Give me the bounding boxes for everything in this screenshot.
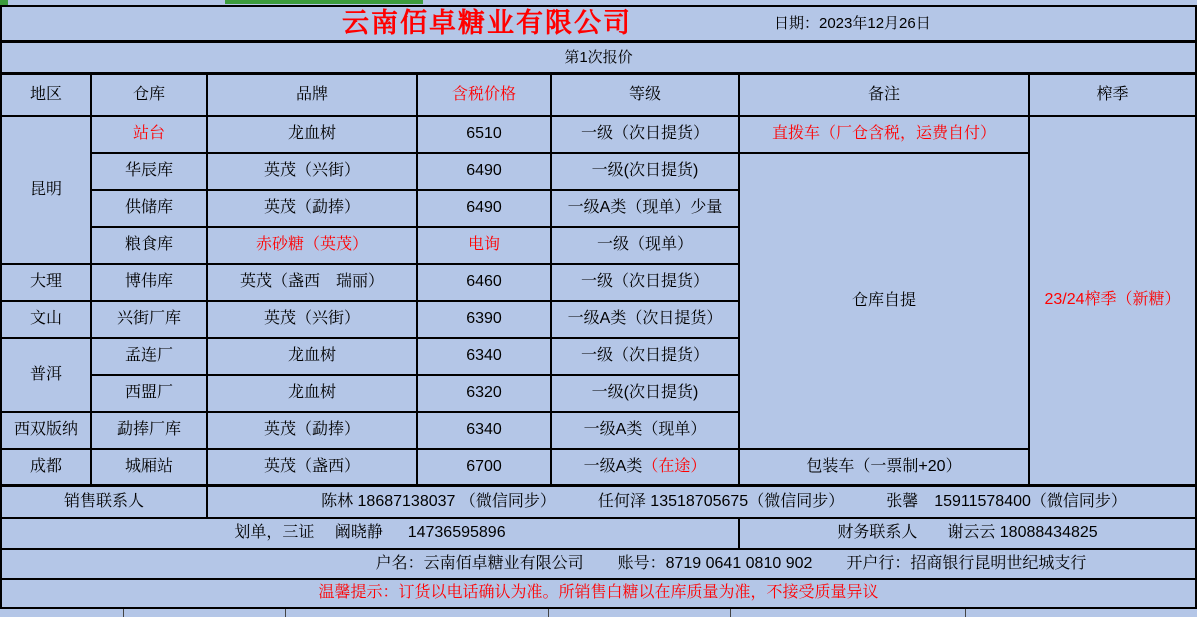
note-cell-self-pickup: 仓库自提: [740, 154, 1030, 450]
region-cell-chengdu: 成都: [2, 450, 92, 487]
grade-cell: 一级（次日提货）: [552, 265, 740, 302]
price-cell: 6390: [418, 302, 552, 339]
brand-cell: 英茂（兴街）: [208, 154, 418, 191]
grade-cell: 一级(次日提货): [552, 154, 740, 191]
col-header-warehouse: 仓库: [92, 75, 208, 117]
price-cell: 6490: [418, 191, 552, 228]
grid-line: [730, 609, 731, 617]
grade-cell: 一级A类（现单）少量: [552, 191, 740, 228]
warehouse-cell: 供储库: [92, 191, 208, 228]
price-cell: 6460: [418, 265, 552, 302]
warehouse-cell: 孟连厂: [92, 339, 208, 376]
finance-person: 谢云云 18088434825: [947, 524, 1098, 542]
brand-cell: 赤砂糖（英茂）: [208, 228, 418, 265]
region-cell-wenshan: 文山: [2, 302, 92, 339]
grade-cell: 一级（次日提货）: [552, 339, 740, 376]
title-row: [2, 7, 1195, 43]
col-header-price: 含税价格: [418, 75, 552, 117]
price-cell: 6340: [418, 339, 552, 376]
docs-contact: 划单，三证 阚晓静 14736595896: [2, 519, 740, 550]
notice-row: 温馨提示：订货以电话确认为准。所销售白糖以在库质量为准，不接受质量异议: [318, 584, 879, 602]
region-cell-puer: 普洱: [2, 339, 92, 413]
brand-cell: 英茂（盏西）: [208, 450, 418, 487]
warehouse-cell: 粮食库: [92, 228, 208, 265]
warehouse-cell: 兴街厂库: [92, 302, 208, 339]
grid-line: [965, 609, 966, 617]
account-name: 户名：云南佰卓糖业有限公司: [375, 554, 584, 572]
warehouse-cell: 华辰库: [92, 154, 208, 191]
brand-cell: 英茂（盏西 瑞丽）: [208, 265, 418, 302]
quote-date: 日期：2023年12月26日: [774, 14, 931, 32]
grade-text: 一级A类: [583, 457, 643, 475]
brand-cell: 龙血树: [208, 339, 418, 376]
col-header-season: 榨季: [1030, 75, 1195, 117]
col-header-brand: 品牌: [208, 75, 418, 117]
col-header-grade: 等级: [552, 75, 740, 117]
brand-cell: 英茂（兴街）: [208, 302, 418, 339]
sales-contacts: [208, 487, 1195, 519]
grade-in-transit-flag: （在途）: [642, 457, 707, 475]
grade-cell: 一级A类（次日提货）: [552, 302, 740, 339]
warehouse-cell: 城厢站: [92, 450, 208, 487]
sales-contact-2: 任何泽 13518705675（微信同步）: [597, 492, 845, 510]
note-cell-direct-truck: 直拨车（厂仓含税，运费自付）: [740, 117, 1030, 154]
grade-cell: 一级A类（现单）: [552, 413, 740, 450]
finance-contact: [740, 519, 1195, 550]
warehouse-cell: 勐捧厂库: [92, 413, 208, 450]
partial-next-row: [0, 609, 1197, 617]
grid-line: [285, 609, 286, 617]
grade-cell: 一级（现单）: [552, 228, 740, 265]
grid-line: [548, 609, 549, 617]
finance-label: 财务联系人: [837, 524, 918, 542]
grade-cell: 一级（次日提货）: [552, 117, 740, 154]
warehouse-cell: 西盟厂: [92, 376, 208, 413]
grid-line: [123, 609, 124, 617]
price-cell: 6510: [418, 117, 552, 154]
price-cell: 6340: [418, 413, 552, 450]
sales-contact-1: 陈林 18687138037 （微信同步）: [321, 492, 556, 510]
col-header-region: 地区: [2, 75, 92, 117]
price-cell: 6490: [418, 154, 552, 191]
brand-cell: 龙血树: [208, 117, 418, 154]
quote-table: [0, 5, 1197, 609]
sales-contact-label: 销售联系人: [2, 487, 208, 519]
region-cell-xishuangbanna: 西双版纳: [2, 413, 92, 450]
region-cell-dali: 大理: [2, 265, 92, 302]
warehouse-cell: 博伟库: [92, 265, 208, 302]
price-cell: 6700: [418, 450, 552, 487]
warehouse-cell: 站台: [92, 117, 208, 154]
brand-cell: 龙血树: [208, 376, 418, 413]
account-number: 账号：8719 0641 0810 902: [617, 554, 813, 572]
quote-round: 第1次报价: [2, 43, 1195, 75]
company-title: 云南佰卓糖业有限公司: [342, 7, 632, 38]
price-cell: 6320: [418, 376, 552, 413]
green-top-strip: [225, 0, 423, 4]
grade-cell: [552, 450, 740, 487]
col-header-note: 备注: [740, 75, 1030, 117]
region-cell-kunming: 昆明: [2, 117, 92, 265]
brand-cell: 英茂（勐捧）: [208, 413, 418, 450]
sales-contact-3: 张馨 15911578400（微信同步）: [886, 492, 1127, 510]
grade-cell: 一级(次日提货): [552, 376, 740, 413]
bank-branch: 开户行：招商银行昆明世纪城支行: [846, 554, 1087, 572]
bank-account-row: [2, 550, 1195, 580]
price-cell: 电询: [418, 228, 552, 265]
brand-cell: 英茂（勐捧）: [208, 191, 418, 228]
note-cell-packed-truck: 包装车（一票制+20）: [740, 450, 1030, 487]
season-cell: 23/24榨季（新糖）: [1030, 117, 1195, 487]
